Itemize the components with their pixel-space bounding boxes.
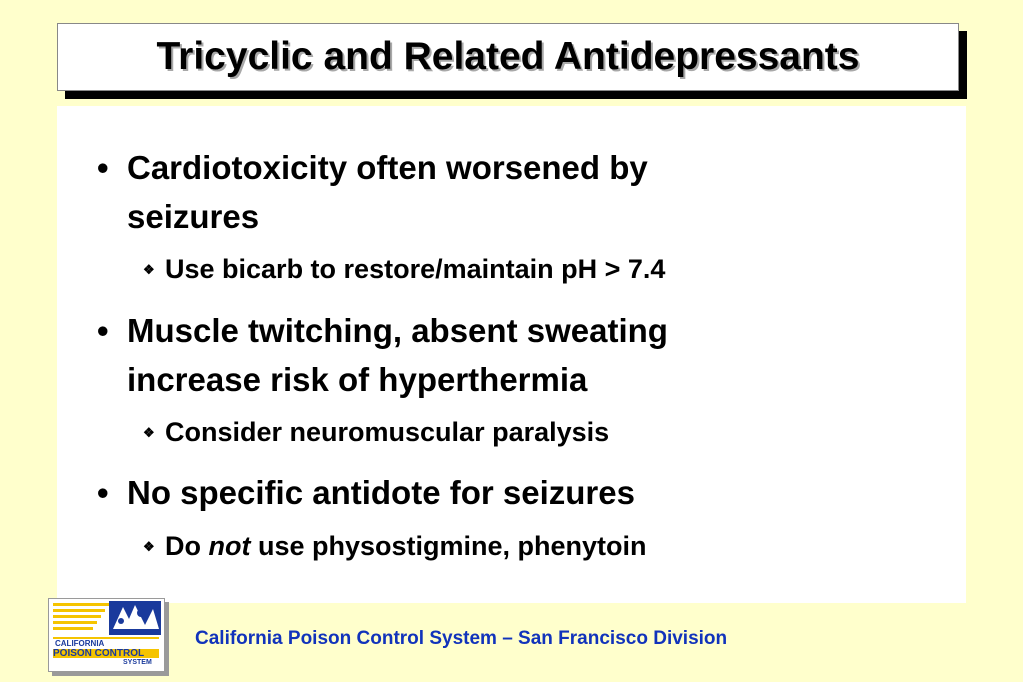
footer-organization: California Poison Control System – San Francisco Division [195,628,728,649]
sub-bullet-3-post: use physostigmine, phenytoin [250,531,647,561]
sub-bullet-2-text: Consider neuromuscular paralysis [165,417,610,447]
bullet-1 [97,143,857,241]
sub-bullet-diamond-icon: ❖ [143,261,155,277]
bullet-dot: • [97,312,109,349]
bullet-1-line-2: seizures [127,198,260,235]
sub-bullet-2 [143,415,903,451]
bullet-2-line-2: increase risk of hyperthermia [127,361,588,398]
logo-text-line-1: CALIFORNIA [55,639,105,648]
sub-bullet-3-emphasis: not [208,531,251,561]
sub-bullet-1-text: Use bicarb to restore/maintain pH > 7.4 [165,254,666,284]
sub-bullet-diamond-icon: ❖ [143,424,155,440]
sub-bullet-1 [143,252,903,288]
bullet-3-line-1: No specific antidote for seizures [127,474,635,511]
bullet-2-line-1: Muscle twitching, absent sweating [127,312,668,349]
slide-title: Tricyclic and Related Antidepressants [156,35,860,78]
title-box [57,23,959,91]
bullet-dot: • [97,149,109,186]
bullet-dot: • [97,474,109,511]
logo-text-line-2: POISON CONTROL [53,648,145,659]
bullet-3 [97,468,857,517]
sub-bullet-3 [143,529,903,565]
cpcs-logo [48,598,165,672]
content-panel [57,106,966,603]
bullet-1-line-1: Cardiotoxicity often worsened by [127,149,648,186]
logo-text-line-3: SYSTEM [123,659,152,666]
bullet-2 [97,306,857,404]
sub-bullet-diamond-icon: ❖ [143,538,155,554]
sub-bullet-3-pre: Do [165,531,209,561]
